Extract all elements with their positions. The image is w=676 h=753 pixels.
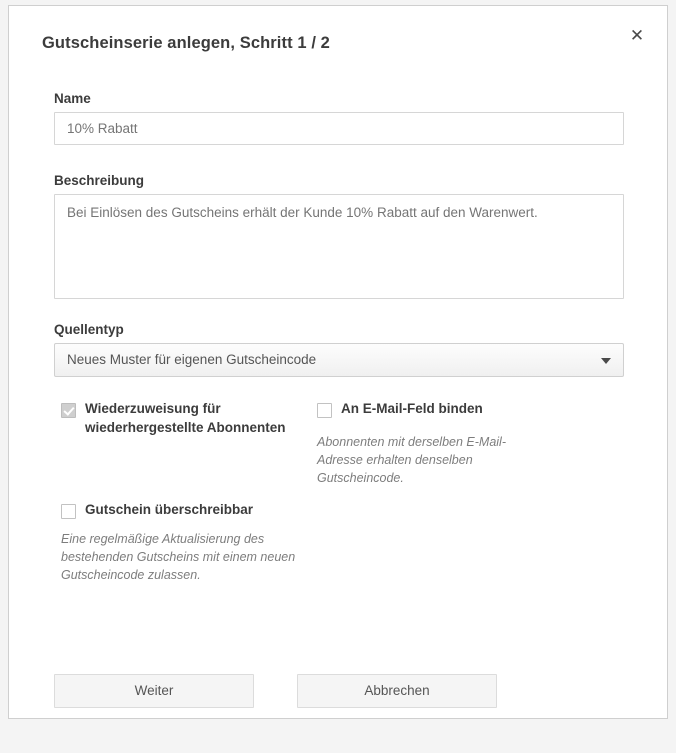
source-type-value: Neues Muster für eigenen Gutscheincode (67, 352, 317, 367)
dialog-header (9, 6, 667, 68)
checkbox-bind-email-hint: Abonnenten mit derselben E-Mail-Adresse erhalten denselben Gutscheincode. (317, 435, 506, 486)
close-icon[interactable]: ✕ (629, 26, 645, 45)
description-label: Beschreibung (54, 173, 145, 188)
checkbox-overwritable[interactable] (61, 504, 76, 519)
dialog-body (9, 68, 667, 718)
source-type-select[interactable] (54, 343, 624, 377)
source-type-label: Quellentyp (54, 322, 124, 337)
cancel-button[interactable]: Abbrechen (297, 674, 497, 708)
checkbox-reassign[interactable] (61, 403, 76, 418)
checkbox-bind-email[interactable] (317, 403, 332, 418)
create-voucher-series-dialog (8, 5, 668, 719)
description-input[interactable] (54, 194, 624, 299)
checkbox-bind-email-label: An E-Mail-Feld binden (341, 401, 483, 416)
checkbox-reassign-label: Wiederzuweisung für wiederhergestellte Abonnenten (85, 401, 286, 435)
chevron-down-icon (601, 358, 611, 364)
checkbox-overwritable-hint: Eine regelmäßige Aktualisierung des bestehenden Gutscheins mit einem neuen Gutscheincode zulassen. (61, 532, 296, 583)
name-label: Name (54, 91, 91, 106)
next-button[interactable]: Weiter (54, 674, 254, 708)
page-title: Gutscheinserie anlegen, Schritt 1 / 2 (42, 34, 330, 52)
checkbox-overwritable-label: Gutschein überschreibbar (85, 502, 254, 517)
name-input[interactable] (54, 112, 624, 145)
